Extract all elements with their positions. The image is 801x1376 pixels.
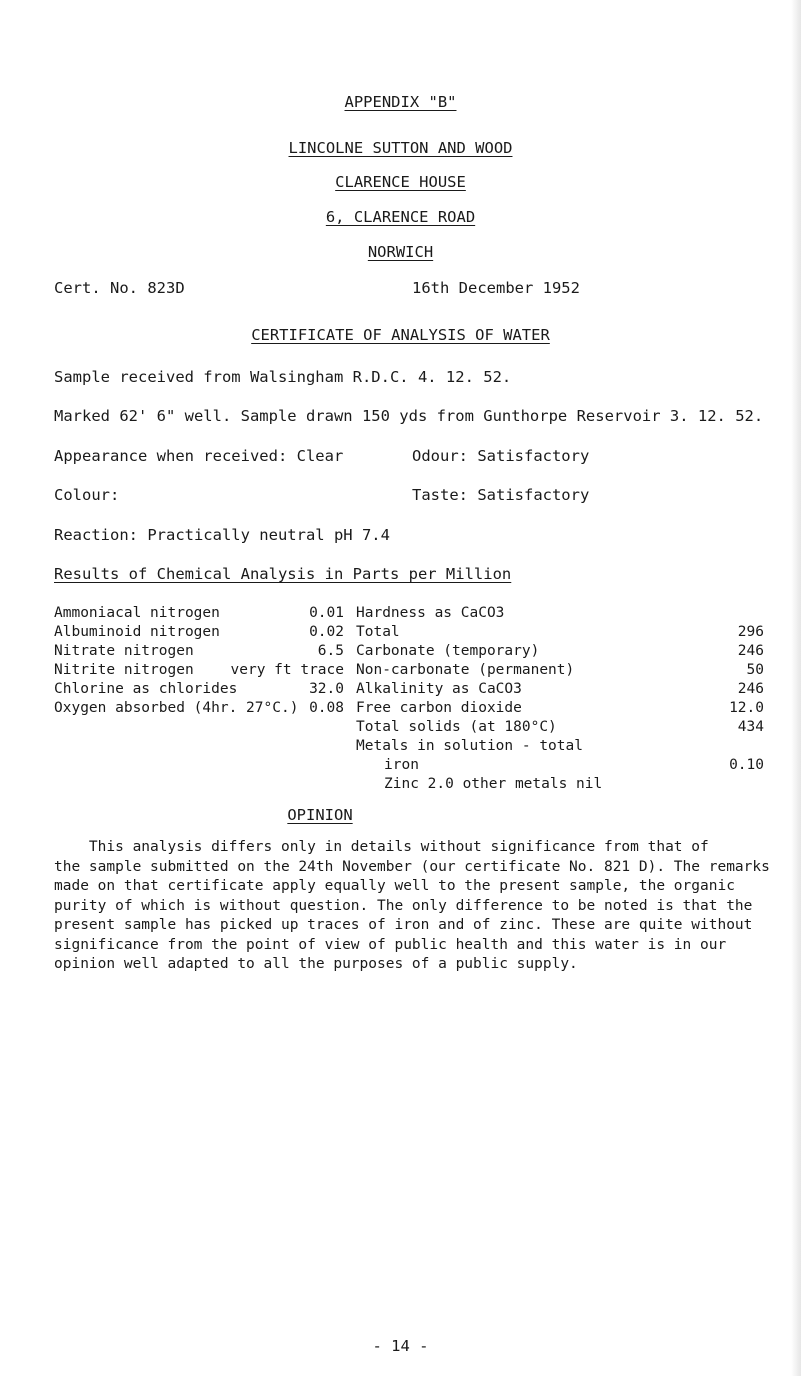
result-value: 6.5 [317, 643, 344, 659]
result-label: Total [356, 624, 400, 640]
result-label: Chlorine as chlorides [54, 681, 238, 697]
result-value: 50 [746, 662, 764, 678]
certificate-title: CERTIFICATE OF ANALYSIS OF WATER [251, 326, 550, 344]
result-value: 246 [737, 643, 764, 659]
result-label: Alkalinity as CaCO3 [356, 681, 522, 697]
opinion-heading: OPINION [287, 806, 353, 824]
result-value: 434 [737, 719, 764, 735]
colour-line: Colour: [54, 486, 120, 504]
result-value: 0.10 [729, 757, 764, 773]
city: NORWICH [367, 243, 434, 261]
result-label: Nitrate nitrogen [54, 643, 194, 659]
reaction-line: Reaction: Practically neutral pH 7.4 [54, 526, 390, 544]
opinion-line: opinion well adapted to all the purposes of a public supply. [54, 956, 578, 972]
result-label: Oxygen absorbed (4hr. 27°C.) [54, 700, 299, 716]
appearance-line: Appearance when received: Clear [54, 447, 344, 465]
sample-received-line: Sample received from Walsingham R.D.C. 4. 12. 52. [54, 368, 512, 386]
opinion-line: significance from the point of view of public health and this water is in our [54, 936, 727, 953]
opinion-line: made on that certificate apply equally well to the present sample, the organic [54, 878, 735, 894]
result-label: Ammoniacal nitrogen [54, 605, 220, 621]
certificate-number: Cert. No. 823D [54, 279, 185, 297]
result-value: 246 [737, 681, 764, 697]
opinion-line: present sample has picked up traces of iron and of zinc. These are quite without [54, 917, 753, 933]
result-value: 0.02 [309, 624, 344, 640]
result-label: Hardness as CaCO3 [356, 605, 505, 621]
sample-marked-line: Marked 62' 6" well. Sample drawn 150 yds from Gunthorpe Reservoir 3. 12. 52. [54, 407, 764, 425]
result-label: Total solids (at 180°C) [356, 719, 557, 735]
result-label: iron [384, 757, 419, 773]
street-address: 6, CLARENCE ROAD [325, 208, 476, 226]
result-label: Nitrite nitrogen [54, 662, 194, 678]
certificate-date: 16th December 1952 [412, 279, 580, 297]
result-label: Non-carbonate (permanent) [356, 662, 575, 678]
opinion-line: This analysis differs only in details without significance from that of [54, 839, 709, 855]
result-value: 0.01 [309, 605, 344, 621]
result-label: Zinc 2.0 other metals nil [384, 776, 603, 792]
result-label: Free carbon dioxide [356, 700, 522, 716]
house-name: CLARENCE HOUSE [335, 173, 466, 191]
result-value: 296 [737, 624, 764, 640]
result-label: Carbonate (temporary) [356, 643, 540, 659]
odour-line: Odour: Satisfactory [412, 447, 590, 465]
opinion-line: the sample submitted on the 24th November (our certificate No. 821 D). The remarks [54, 858, 770, 875]
opinion-paragraph [54, 838, 794, 975]
result-label: Albuminoid nitrogen [54, 624, 220, 640]
result-value: 32.0 [309, 681, 344, 697]
result-label: Metals in solution - total [356, 738, 583, 754]
opinion-line: purity of which is without question. The only difference to be noted is that the [54, 897, 753, 914]
appendix-heading: APPENDIX "B" [344, 93, 457, 111]
result-value: 12.0 [729, 700, 764, 716]
results-heading: Results of Chemical Analysis in Parts per Million [54, 565, 512, 583]
page-number: - 14 - [372, 1337, 429, 1355]
result-value: 0.08 [309, 700, 344, 716]
firm-name: LINCOLNE SUTTON AND WOOD [288, 139, 513, 157]
taste-line: Taste: Satisfactory [412, 486, 590, 504]
result-value: very ft trace [230, 662, 344, 678]
